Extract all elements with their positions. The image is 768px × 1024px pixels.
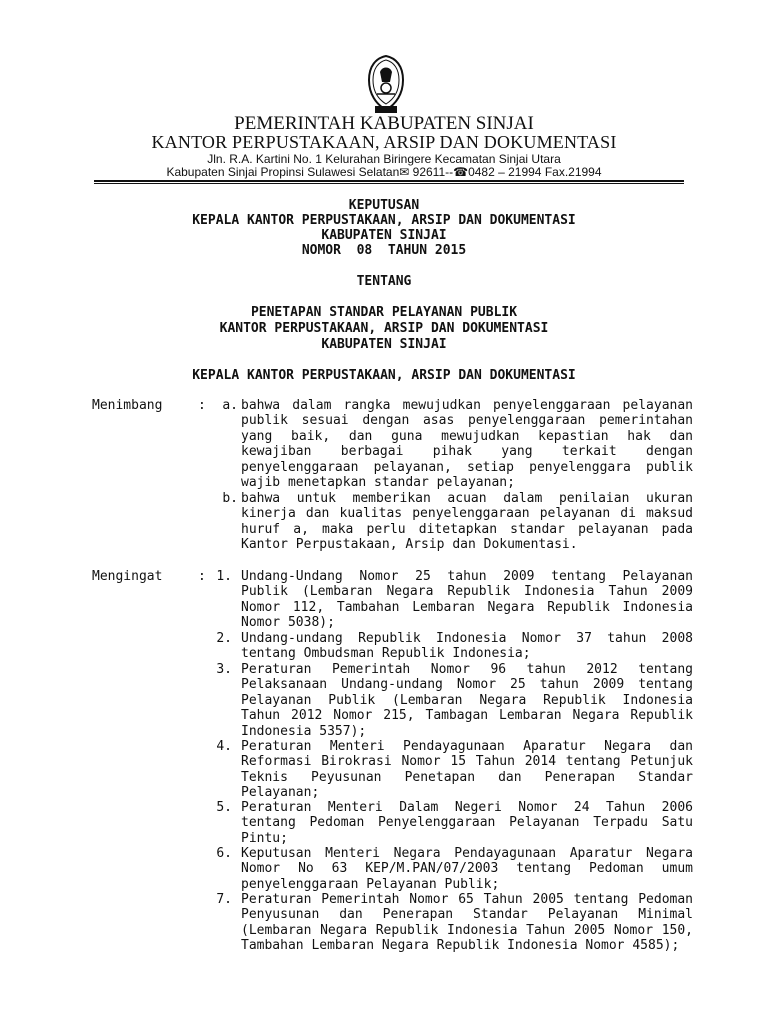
mengingat-item-7-text: Peraturan Pemerintah Nomor 65 Tahun 2005 tentang Pedoman Penyusunan dan Penerapan Standar Pelayanan Minimal (Lembaran Negara Republik Indonesia Tahun 2005 Nomor 150, Tambahan Lembaran Negara Republik Indonesia Nomor 4585); <box>241 892 693 954</box>
mengingat-item-2-marker: 2. <box>216 631 232 646</box>
decree-number: NOMOR 08 TAHUN 2015 <box>301 243 467 258</box>
decree-issuer-heading: KEPALA KANTOR PERPUSTAKAAN, ARSIP DAN DOKUMENTASI <box>192 213 576 228</box>
menimbang-item-b-marker: b. <box>222 491 238 506</box>
menimbang-item-a-text: bahwa dalam rangka mewujudkan penyelenggaraan pelayanan publik sesuai dengan asas penyelenggaraan pemerintahan yang baik, dan guna mewujudkan kepastian hak dan kewajiban berbagai pihak yang terkait dengan penyelenggaraan pelayanan, setiap penyelenggara publik wajib menetapkan standar pelayanan; <box>241 398 693 491</box>
decree-region-heading: KABUPATEN SINJAI <box>321 228 447 243</box>
mengingat-item-1-marker: 1. <box>216 569 232 584</box>
mengingat-item-5-text: Peraturan Menteri Dalam Negeri Nomor 24 Tahun 2006 tentang Pedoman Penyelenggaraan Pelayanan Terpadu Satu Pintu; <box>241 800 693 846</box>
mengingat-item-3-text: Peraturan Pemerintah Nomor 96 tahun 2012 tentang Pelaksanaan Undang-undang Nomor 25 tahun 2009 tentang Pelayanan Publik (Lembaran Negara Republik Indonesia Tahun 2012 Nomor 215, Tambagan Lembaran Negara Republik Indonesia 5357); <box>241 662 693 739</box>
mengingat-item-2-text: Undang-undang Republik Indonesia Nomor 37 tahun 2008 tentang Ombudsman Republik Indonesia; <box>241 631 693 662</box>
mengingat-item-5-marker: 5. <box>216 800 232 815</box>
decree-subject-line2: KANTOR PERPUSTAKAAN, ARSIP DAN DOKUMENTASI <box>219 321 549 336</box>
decree-about-heading: TENTANG <box>356 274 412 289</box>
mengingat-item-7-marker: 7. <box>216 892 232 907</box>
mengingat-item-3-marker: 3. <box>216 662 232 677</box>
decree-subject-line3: KABUPATEN SINJAI <box>321 337 447 352</box>
letterhead-divider-thin <box>94 183 684 184</box>
mengingat-item-6-text: Keputusan Menteri Negara Pendayagunaan Aparatur Negara Nomor No 63 KEP/M.PAN/07/2003 tentang Pedoman umum penyelenggaraan Pelayanan Publik; <box>241 846 693 892</box>
mengingat-item-4-marker: 4. <box>216 739 232 754</box>
letterhead-office: KANTOR PERPUSTAKAAN, ARSIP DAN DOKUMENTASI <box>151 132 617 152</box>
menimbang-item-b-text: bahwa untuk memberikan acuan dalam penilaian ukuran kinerja dan kualitas penyelenggaraan pelayanan di maksud huruf a, maka perlu ditetapkan standar pelayanan pada Kantor Perpustakaan, Arsip dan Dokumentasi. <box>241 491 693 553</box>
decree-subject-line1: PENETAPAN STANDAR PELAYANAN PUBLIK <box>250 305 518 320</box>
decree-issuer: KEPALA KANTOR PERPUSTAKAAN, ARSIP DAN DOKUMENTASI <box>192 368 576 383</box>
kabupaten-sinjai-seal-icon <box>366 54 406 116</box>
letterhead-address-line2: Kabupaten Sinjai Propinsi Sulawesi Selatan✉ 92611--☎0482 – 21994 Fax.21994 <box>166 165 602 179</box>
letterhead-government: PEMERINTAH KABUPATEN SINJAI <box>234 113 534 134</box>
mengingat-colon: : <box>198 569 206 584</box>
menimbang-label: Menimbang <box>92 398 163 413</box>
mengingat-label: Mengingat <box>92 569 163 584</box>
letterhead-address-line1: Jln. R.A. Kartini No. 1 Kelurahan Biringere Kecamatan Sinjai Utara <box>207 152 561 166</box>
menimbang-item-a-marker: a. <box>222 398 238 413</box>
mengingat-item-4-text: Peraturan Menteri Pendayagunaan Aparatur Negara dan Reformasi Birokrasi Nomor 15 Tahun 2014 tentang Petunjuk Teknis Peyusunan Penetapan dan Penerapan Standar Pelayanan; <box>241 739 693 801</box>
menimbang-colon: : <box>198 398 206 413</box>
letterhead-divider-thick <box>94 180 684 182</box>
decree-heading: KEPUTUSAN <box>348 198 420 213</box>
mengingat-item-1-text: Undang-Undang Nomor 25 tahun 2009 tentang Pelayanan Publik (Lembaran Negara Republik Indonesia Tahun 2009 Nomor 112, Tambahan Lembaran Negara Republik Indonesia Nomor 5038); <box>241 569 693 631</box>
mengingat-item-6-marker: 6. <box>216 846 232 861</box>
